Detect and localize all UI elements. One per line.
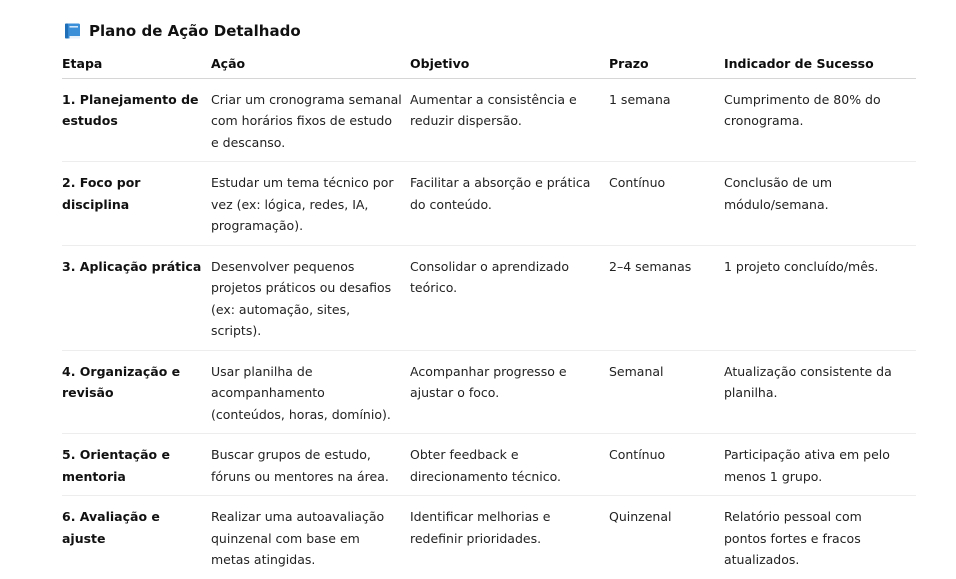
column-header-etapa: Etapa bbox=[62, 49, 211, 78]
column-header-objetivo: Objetivo bbox=[410, 49, 609, 78]
cell-etapa: 1. Planejamento de estudos bbox=[62, 78, 211, 162]
cell-etapa: 3. Aplicação prática bbox=[62, 245, 211, 350]
cell-prazo: Contínuo bbox=[609, 434, 724, 496]
cell-acao: Criar um cronograma semanal com horários fixos de estudo e descanso. bbox=[211, 78, 410, 162]
cell-prazo: 1 semana bbox=[609, 78, 724, 162]
cell-acao: Desenvolver pequenos projetos práticos ou desafios (ex: automação, sites, scripts). bbox=[211, 245, 410, 350]
table-row bbox=[62, 245, 916, 350]
table-row bbox=[62, 350, 916, 434]
cell-indicador: Relatório pessoal com pontos fortes e fracos atualizados. bbox=[724, 509, 862, 567]
cell-objetivo: Identificar melhorias e redefinir prioridades. bbox=[410, 509, 551, 546]
cell-indicador: Conclusão de um módulo/semana. bbox=[724, 162, 916, 246]
cell-objetivo: Aumentar a consistência e reduzir dispersão. bbox=[410, 78, 609, 162]
cell-etapa: 2. Foco por disciplina bbox=[62, 162, 211, 246]
cell-indicador: Atualização consistente da planilha. bbox=[724, 350, 916, 434]
table-row bbox=[62, 434, 916, 496]
cell-indicador: Participação ativa em pelo menos 1 grupo. bbox=[724, 434, 916, 496]
cell-acao: Realizar uma autoavaliação quinzenal com base em metas atingidas. bbox=[211, 509, 385, 567]
cell-acao: Estudar um tema técnico por vez (ex: lógica, redes, IA, programação). bbox=[211, 162, 410, 246]
cell-prazo: Contínuo bbox=[609, 162, 724, 246]
cell-etapa: 4. Organização e revisão bbox=[62, 350, 211, 434]
cell-objetivo: Facilitar a absorção e prática do conteúdo. bbox=[410, 162, 609, 246]
cell-indicador: Cumprimento de 80% do cronograma. bbox=[724, 78, 916, 162]
cell-prazo: Quinzenal bbox=[609, 509, 672, 524]
cell-etapa: 6. Avaliação e ajuste bbox=[62, 509, 160, 546]
table-row bbox=[62, 496, 916, 579]
column-header-acao: Ação bbox=[211, 49, 410, 78]
cell-objetivo: Obter feedback e direcionamento técnico. bbox=[410, 434, 609, 496]
section-heading bbox=[64, 22, 301, 40]
column-header-prazo: Prazo bbox=[609, 49, 724, 78]
cell-prazo: 2–4 semanas bbox=[609, 245, 724, 350]
cell-objetivo: Acompanhar progresso e ajustar o foco. bbox=[410, 350, 609, 434]
cell-indicador: 1 projeto concluído/mês. bbox=[724, 245, 916, 350]
blue-book-icon bbox=[64, 22, 82, 40]
cell-prazo: Semanal bbox=[609, 350, 724, 434]
page-title: Plano de Ação Detalhado bbox=[89, 22, 301, 40]
table-header-row bbox=[62, 49, 916, 78]
cell-etapa: 5. Orientação e mentoria bbox=[62, 434, 211, 496]
column-header-indicador: Indicador de Sucesso bbox=[724, 49, 916, 78]
cell-acao: Buscar grupos de estudo, fóruns ou mentores na área. bbox=[211, 434, 410, 496]
cell-acao: Usar planilha de acompanhamento (conteúdos, horas, domínio). bbox=[211, 350, 410, 434]
action-plan-table bbox=[62, 49, 916, 579]
table-row bbox=[62, 78, 916, 162]
cell-objetivo: Consolidar o aprendizado teórico. bbox=[410, 245, 609, 350]
table-row bbox=[62, 162, 916, 246]
